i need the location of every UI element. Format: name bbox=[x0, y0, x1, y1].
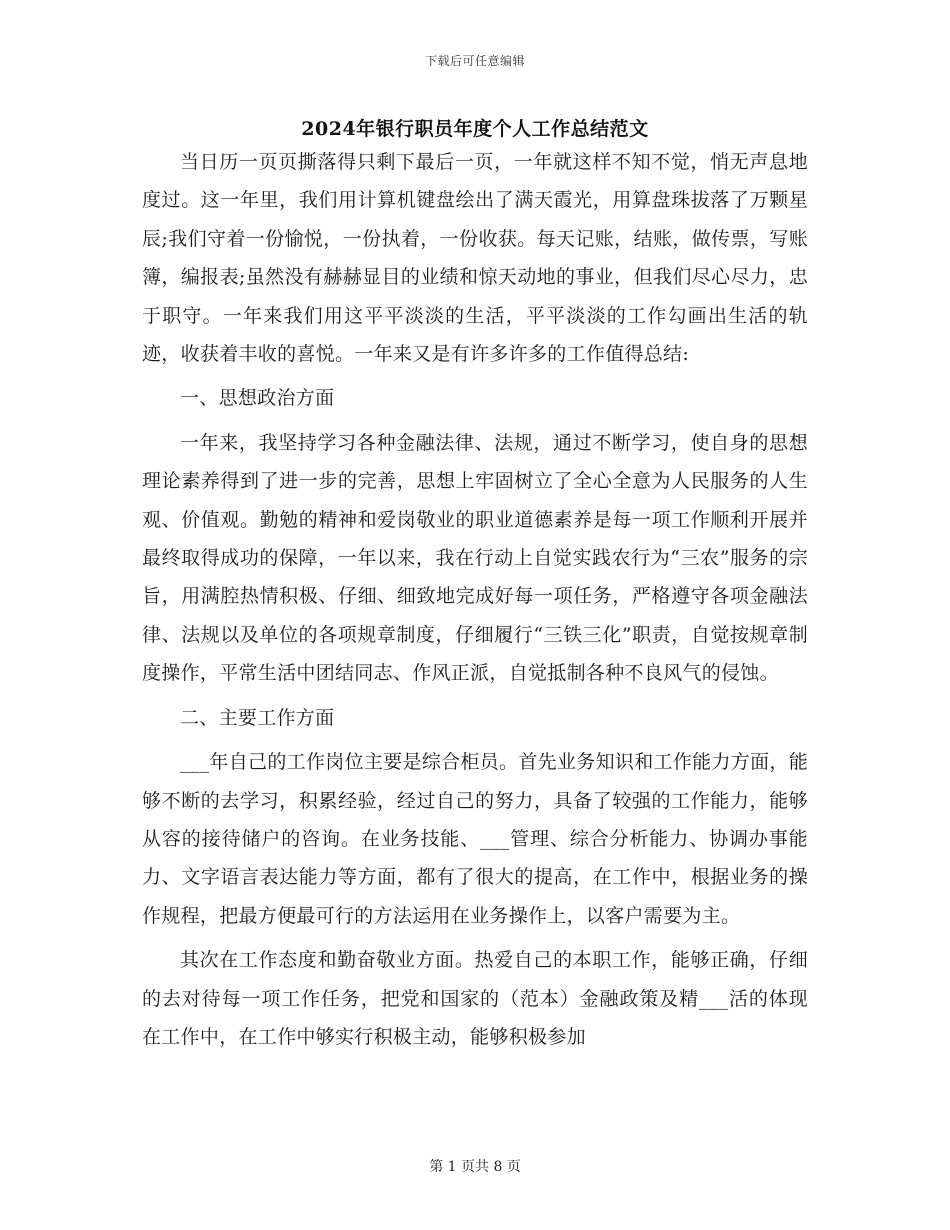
section-heading-political: 一、思想政治方面 bbox=[180, 387, 335, 410]
page-number: 第 1 页共 8 页 bbox=[429, 1159, 521, 1175]
paragraph-attitude: 其次在工作态度和勤奋敬业方面。热爱自己的本职工作，能够正确，仔细的去对待每一项工作任务，把党和国家的（范本）金融政策及精___活的体现在工作中，在工作中够实行积极主动，能够积极参加 bbox=[142, 949, 808, 1048]
section-heading-work: 二、主要工作方面 bbox=[180, 706, 335, 729]
paragraph-work: ___年自己的工作岗位主要是综合柜员。首先业务知识和工作能力方面，能够不断的去学习，积累经验，经过自己的努力，具备了较强的工作能力，能够从容的接待储户的咨询。在业务技能、___管理、综合分析能力、协调办事能力、文字语言表达能力等方面，都有了很大的提高，在工作中，根据业务的操作规程，把最方便最可行的方法运用在业务操作上，以客户需要为主。 bbox=[142, 751, 808, 927]
document-body bbox=[142, 143, 808, 1056]
paragraph-political: 一年来，我坚持学习各种金融法律、法规，通过不断学习，使自身的思想理论素养得到了进一步的完善，思想上牢固树立了全心全意为人民服务的人生观、价值观。勤勉的精神和爱岗敬业的职业道德素养是每一项工作顺利开展并最终取得成功的保障，一年以来，我在行动上自觉实践农行为“三农”服务的宗旨，用满腔热情积极、仔细、细致地完成好每一项任务，严格遵守各项金融法律、法规以及单位的各项规章制度，仔细履行“三铁三化”职责，自觉按规章制度操作，平常生活中团结同志、作风正派，自觉抵制各种不良风气的侵蚀。 bbox=[142, 431, 808, 685]
document-title: 2024年银行职员年度个人工作总结范文 bbox=[301, 118, 649, 140]
paragraph-intro: 当日历一页页撕落得只剩下最后一页，一年就这样不知不觉，悄无声息地度过。这一年里，我们用计算机键盘绘出了满天霞光，用算盘珠拔落了万颗星辰;我们守着一份愉悦，一份执着，一份收获。每天记账，结账，做传票，写账簿，编报表;虽然没有赫赫显目的业绩和惊天动地的事业，但我们尽心尽力，忠于职守。一年来我们用这平平淡淡的生活，平平淡淡的工作勾画出生活的轨迹，收获着丰收的喜悦。一年来又是有许多许多的工作值得总结: bbox=[142, 151, 808, 366]
header-note: 下载后可任意编辑 bbox=[424, 54, 525, 68]
